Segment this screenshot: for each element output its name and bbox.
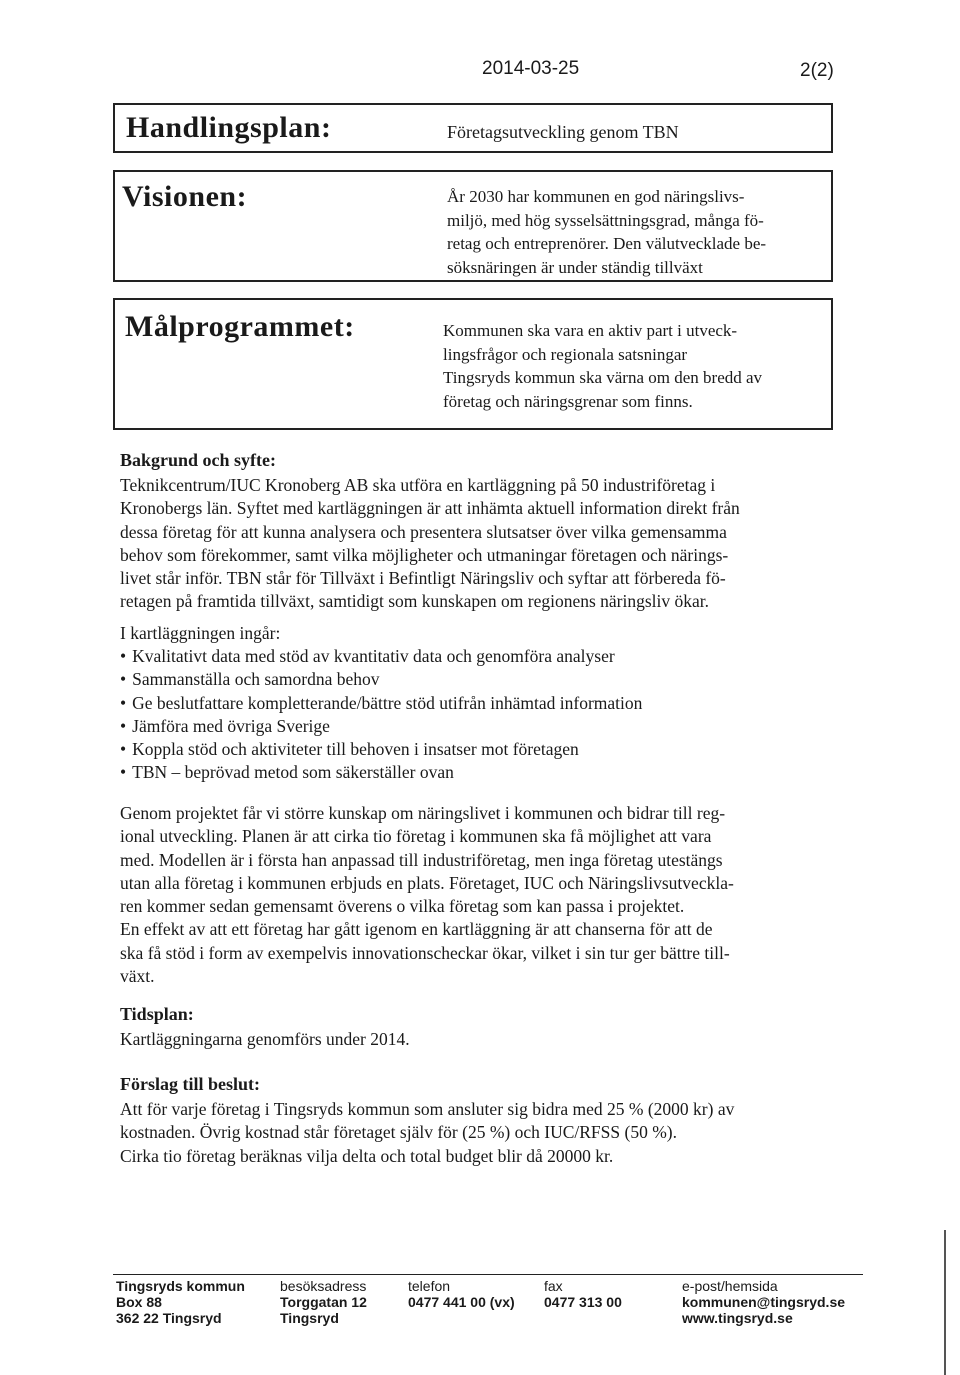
bakgrund-paragraph [120, 474, 820, 614]
visionen-label: Visionen: [122, 180, 248, 213]
kartlaggning-list [120, 645, 642, 785]
forslag-heading: Förslag till beslut: [120, 1074, 260, 1094]
projektet-line: med. Modellen är i första han anpassad till industriföretag, men inga företag utestängs [120, 849, 723, 870]
bakgrund-line: dessa företag för att kunna analysera och presentera slutsatser över vilka gemensamma [120, 521, 727, 542]
projektet-line: utan alla företag i kommunen erbjuds en plats. Företaget, IUC och Näringslivsutveckla- [120, 872, 734, 893]
footer-phone [408, 1278, 515, 1310]
projektet-line: Genom projektet får vi större kunskap om näringslivet i kommunen och bidrar till reg- [120, 803, 726, 823]
footer-org-name: Tingsryds kommun [116, 1278, 245, 1294]
list-item: • Koppla stöd och aktiviteter till behoven i insatser mot företagen [120, 738, 642, 761]
visionen-line: miljö, med hög sysselsättningsgrad, många fö- [447, 210, 764, 230]
forslag-line: kostnaden. Övrig kostnad står företaget själv för (25 %) och IUC/RFSS (50 %). [120, 1122, 677, 1143]
footer-visit-city: Tingsryd [280, 1310, 339, 1326]
bakgrund-line: livet står inför. TBN står för Tillväxt i Befintligt Näringsliv och syftar att förbereda fö- [120, 568, 726, 589]
footer-phone-label: telefon [408, 1278, 451, 1294]
projektet-line: ska få stöd i form av exempelvis innovationscheckar ökar, vilket i sin tur ger bättre till- [120, 942, 730, 963]
tidsplan-text: Kartläggningarna genomförs under 2014. [120, 1029, 410, 1049]
page-edge-line [944, 1230, 946, 1375]
visionen-text [447, 185, 766, 279]
list-item: • Jämföra med övriga Sverige [120, 715, 642, 738]
footer-org-postal: 362 22 Tingsryd [116, 1310, 222, 1326]
page-number: 2(2) [800, 60, 834, 81]
bakgrund-line: Kronobergs län. Syftet med kartläggningen är att inhämta aktuell information direkt från [120, 498, 740, 519]
projektet-line: ren kommer sedan gemensamt överens o vilka företag som kan passa i projektet. [120, 896, 685, 917]
footer-org-box: Box 88 [116, 1294, 162, 1310]
footer-fax-value: 0477 313 00 [544, 1294, 622, 1310]
footer-email-link[interactable]: kommunen@tingsryd.se [682, 1294, 846, 1310]
footer-visit [280, 1278, 367, 1326]
bakgrund-line: retagen på framtida tillväxt, samtidigt som kunskapen om regionens näringsliv ökar. [120, 591, 710, 612]
footer-website-link[interactable]: www.tingsryd.se [682, 1310, 793, 1326]
malprogrammet-line: företag och näringsgrenar som finns. [443, 391, 693, 411]
document-date: 2014-03-25 [482, 58, 580, 79]
list-item: • Sammanställa och samordna behov [120, 668, 642, 691]
forslag-paragraph [120, 1098, 820, 1168]
malprogrammet-box [113, 298, 833, 430]
list-item: • Ge beslutfattare kompletterande/bättre stöd utifrån inhämtad information [120, 692, 642, 715]
projektet-line: växt. [120, 966, 155, 987]
handlingsplan-box [113, 103, 833, 153]
malprogrammet-line: lingsfrågor och regionala satsningar [443, 344, 688, 364]
footer-fax [544, 1278, 622, 1310]
footer-phone-value: 0477 441 00 (vx) [408, 1294, 515, 1310]
bakgrund-line: Teknikcentrum/IUC Kronoberg AB ska utföra en kartläggning på 50 industriföretag i [120, 475, 716, 495]
visionen-box [113, 170, 833, 282]
bakgrund-line: behov som förekommer, samt vilka möjligheter och utmaningar företagen och närings- [120, 544, 729, 565]
visionen-line: År 2030 har kommunen en god näringslivs- [447, 187, 745, 206]
visionen-line: retag och entreprenörer. Den välutvecklade be- [447, 234, 767, 253]
handlingsplan-text: Företagsutveckling genom TBN [447, 122, 679, 142]
malprogrammet-label: Målprogrammet: [125, 310, 355, 343]
footer-divider [113, 1274, 863, 1275]
footer-visit-street: Torggatan 12 [280, 1294, 367, 1310]
malprogrammet-line: Kommunen ska vara en aktiv part i utveck- [443, 321, 738, 340]
bakgrund-heading: Bakgrund och syfte: [120, 450, 277, 470]
handlingsplan-label: Handlingsplan: [126, 111, 332, 144]
projektet-line: En effekt av att ett företag har gått igenom en kartläggning är att chanserna för att de [120, 919, 713, 940]
list-item: • TBN – beprövad metod som säkerställer ovan [120, 761, 642, 784]
malprogrammet-text [443, 319, 762, 413]
projektet-line: ional utveckling. Planen är att cirka tio företag i kommunen ska få möjlighet att vara [120, 826, 712, 847]
list-item: • Kvalitativt data med stöd av kvantitativ data och genomföra analyser [120, 645, 642, 668]
footer-web-label: e-post/hemsida [682, 1278, 778, 1294]
footer-fax-label: fax [544, 1278, 563, 1294]
malprogrammet-line: Tingsryds kommun ska värna om den bredd av [443, 368, 763, 387]
tidsplan-heading: Tidsplan: [120, 1004, 194, 1024]
kartlaggning-intro: I kartläggningen ingår: [120, 623, 281, 643]
forslag-line: Att för varje företag i Tingsryds kommun som ansluter sig bidra med 25 % (2000 kr) av [120, 1099, 735, 1119]
projektet-paragraph [120, 802, 820, 988]
forslag-line: Cirka tio företag beräknas vilja delta och total budget blir då 20000 kr. [120, 1145, 614, 1166]
footer-web [682, 1278, 845, 1326]
visionen-line: söksnäringen är under ständig tillväxt [447, 257, 703, 277]
footer-visit-label: besöksadress [280, 1278, 367, 1294]
footer-org [116, 1278, 245, 1326]
